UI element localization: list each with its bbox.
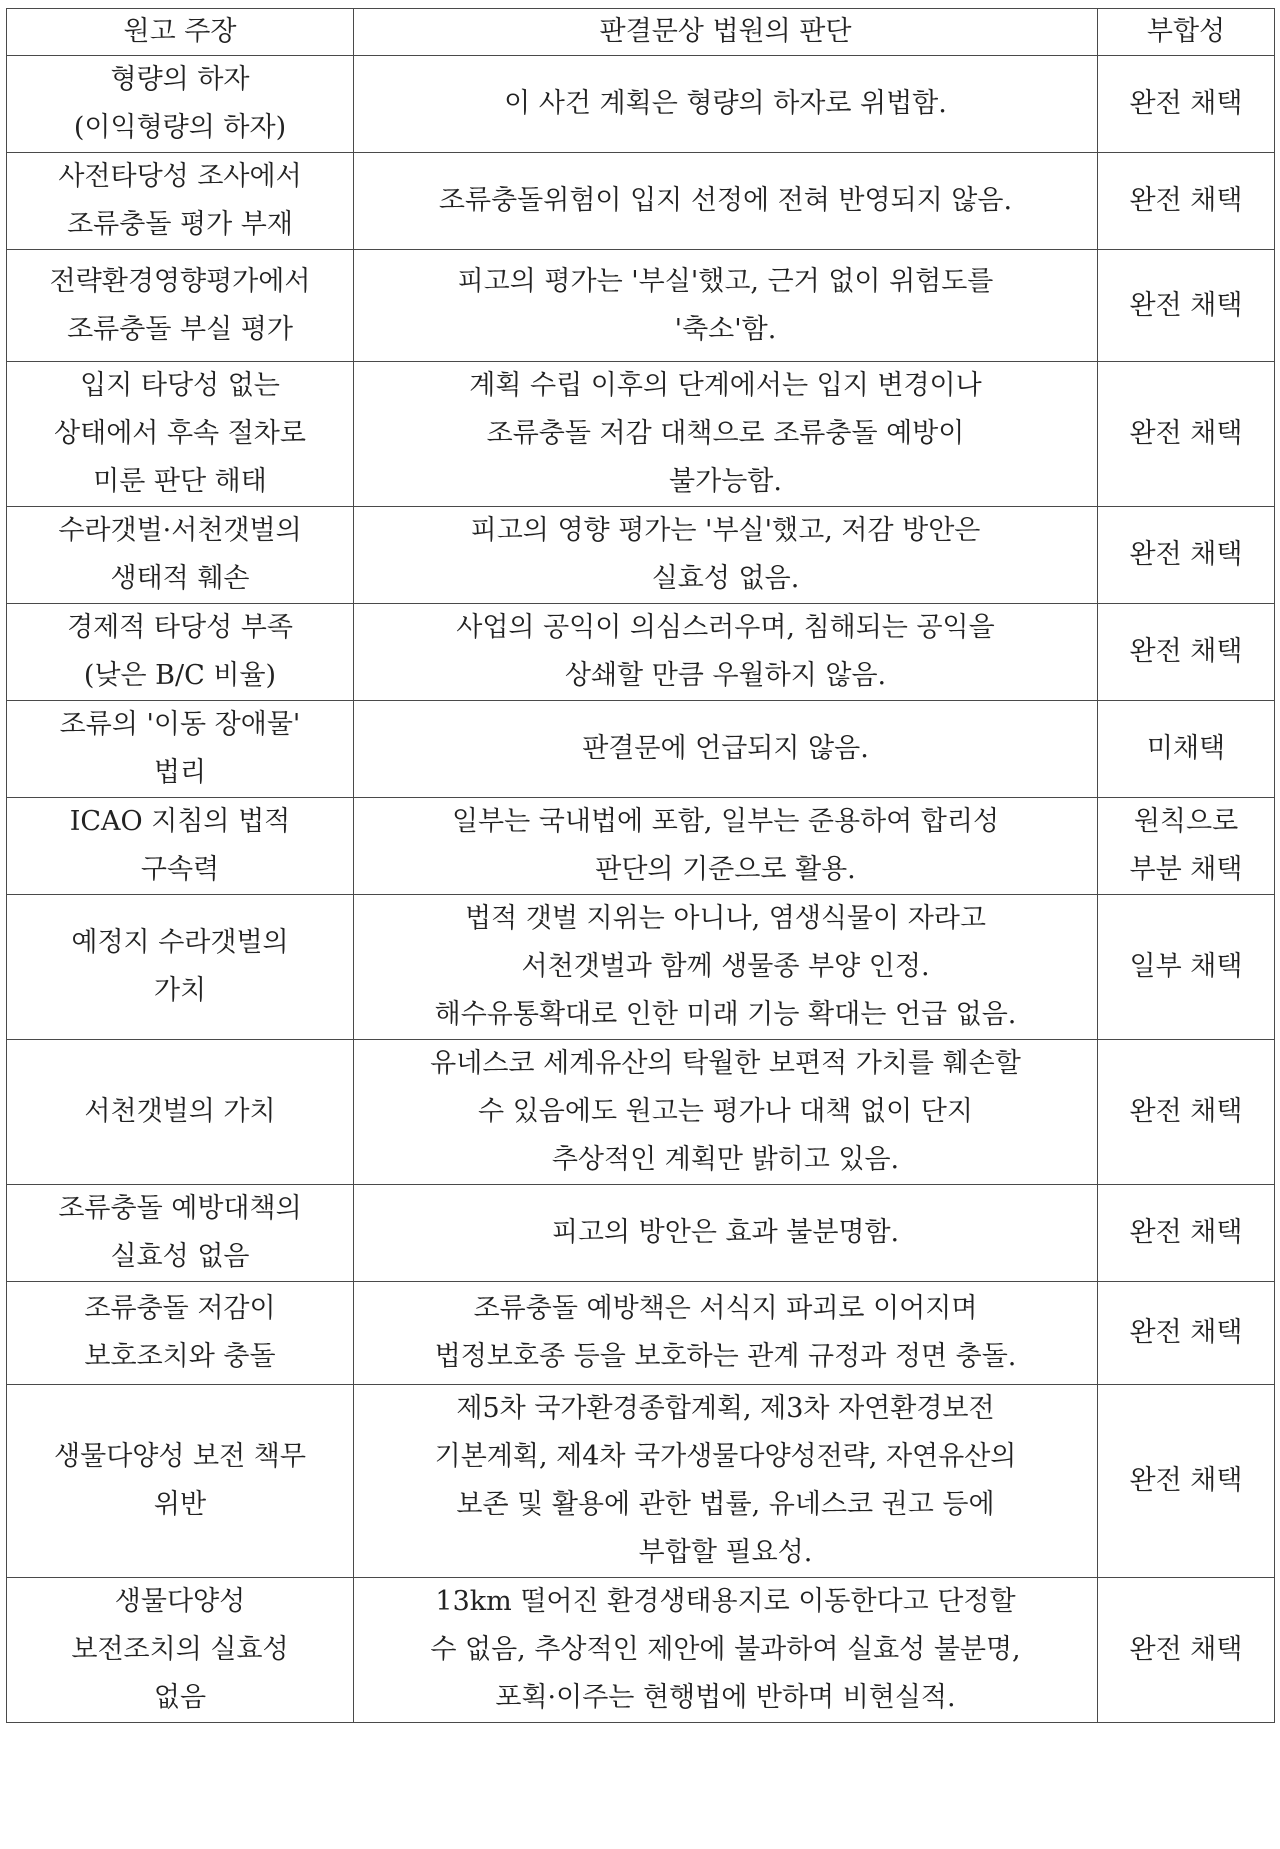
cell-fit: 완전 채택 bbox=[1098, 1282, 1275, 1385]
cell-claim: 조류충돌 저감이 보호조치와 충돌 bbox=[7, 1282, 354, 1385]
cell-claim: 생물다양성 보전 책무 위반 bbox=[7, 1385, 354, 1578]
cell-judgment: 제5차 국가환경종합계획, 제3차 자연환경보전 기본계획, 제4차 국가생물다양성전략, 자연유산의 보존 및 활용에 관한 법률, 유네스코 권고 등에 부합할 필요성. bbox=[354, 1385, 1098, 1578]
cell-claim: ICAO 지침의 법적 구속력 bbox=[7, 798, 354, 895]
cell-judgment: 조류충돌 예방책은 서식지 파괴로 이어지며 법정보호종 등을 보호하는 관계 규정과 정면 충돌. bbox=[354, 1282, 1098, 1385]
cell-claim: 전략환경영향평가에서 조류충돌 부실 평가 bbox=[7, 250, 354, 362]
document bbox=[6, 8, 1274, 1723]
cell-judgment: 유네스코 세계유산의 탁월한 보편적 가치를 훼손할 수 있음에도 원고는 평가나 대책 없이 단지 추상적인 계획만 밝히고 있음. bbox=[354, 1040, 1098, 1185]
header-row bbox=[7, 9, 1275, 56]
cell-judgment: 13km 떨어진 환경생태용지로 이동한다고 단정할 수 없음, 추상적인 제안에 불과하여 실효성 불분명, 포획·이주는 현행법에 반하며 비현실적. bbox=[354, 1578, 1098, 1723]
table-row bbox=[7, 1282, 1275, 1385]
cell-fit: 완전 채택 bbox=[1098, 153, 1275, 250]
header-judgment: 판결문상 법원의 판단 bbox=[354, 9, 1098, 56]
cell-judgment: 판결문에 언급되지 않음. bbox=[354, 701, 1098, 798]
cell-fit: 완전 채택 bbox=[1098, 604, 1275, 701]
cell-fit: 완전 채택 bbox=[1098, 56, 1275, 153]
table-row bbox=[7, 1385, 1275, 1578]
comparison-table bbox=[6, 8, 1275, 1723]
cell-claim: 수라갯벌·서천갯벌의 생태적 훼손 bbox=[7, 507, 354, 604]
table-row bbox=[7, 895, 1275, 1040]
cell-claim: 사전타당성 조사에서 조류충돌 평가 부재 bbox=[7, 153, 354, 250]
cell-claim: 경제적 타당성 부족 (낮은 B/C 비율) bbox=[7, 604, 354, 701]
cell-claim: 조류충돌 예방대책의 실효성 없음 bbox=[7, 1185, 354, 1282]
cell-fit: 일부 채택 bbox=[1098, 895, 1275, 1040]
cell-fit: 원칙으로 부분 채택 bbox=[1098, 798, 1275, 895]
table-row bbox=[7, 604, 1275, 701]
table-row bbox=[7, 701, 1275, 798]
header-fit: 부합성 bbox=[1098, 9, 1275, 56]
cell-fit: 미채택 bbox=[1098, 701, 1275, 798]
cell-judgment: 이 사건 계획은 형량의 하자로 위법함. bbox=[354, 56, 1098, 153]
cell-judgment: 피고의 영향 평가는 '부실'했고, 저감 방안은 실효성 없음. bbox=[354, 507, 1098, 604]
cell-claim: 서천갯벌의 가치 bbox=[7, 1040, 354, 1185]
table-row bbox=[7, 362, 1275, 507]
cell-judgment: 일부는 국내법에 포함, 일부는 준용하여 합리성 판단의 기준으로 활용. bbox=[354, 798, 1098, 895]
cell-judgment: 계획 수립 이후의 단계에서는 입지 변경이나 조류충돌 저감 대책으로 조류충돌 예방이 불가능함. bbox=[354, 362, 1098, 507]
cell-claim: 생물다양성 보전조치의 실효성 없음 bbox=[7, 1578, 354, 1723]
header-claim: 원고 주장 bbox=[7, 9, 354, 56]
table-row bbox=[7, 250, 1275, 362]
cell-judgment: 법적 갯벌 지위는 아니나, 염생식물이 자라고 서천갯벌과 함께 생물종 부양 인정. 해수유통확대로 인한 미래 기능 확대는 언급 없음. bbox=[354, 895, 1098, 1040]
cell-fit: 완전 채택 bbox=[1098, 362, 1275, 507]
cell-judgment: 피고의 방안은 효과 불분명함. bbox=[354, 1185, 1098, 1282]
table-row bbox=[7, 1040, 1275, 1185]
cell-fit: 완전 채택 bbox=[1098, 1185, 1275, 1282]
cell-claim: 입지 타당성 없는 상태에서 후속 절차로 미룬 판단 해태 bbox=[7, 362, 354, 507]
cell-claim: 예정지 수라갯벌의 가치 bbox=[7, 895, 354, 1040]
cell-judgment: 사업의 공익이 의심스러우며, 침해되는 공익을 상쇄할 만큼 우월하지 않음. bbox=[354, 604, 1098, 701]
cell-fit: 완전 채택 bbox=[1098, 507, 1275, 604]
cell-judgment: 피고의 평가는 '부실'했고, 근거 없이 위험도를 '축소'함. bbox=[354, 250, 1098, 362]
table-row bbox=[7, 1578, 1275, 1723]
table-row bbox=[7, 56, 1275, 153]
cell-fit: 완전 채택 bbox=[1098, 1385, 1275, 1578]
cell-fit: 완전 채택 bbox=[1098, 250, 1275, 362]
table-row bbox=[7, 153, 1275, 250]
cell-fit: 완전 채택 bbox=[1098, 1040, 1275, 1185]
cell-claim: 조류의 '이동 장애물' 법리 bbox=[7, 701, 354, 798]
table-row bbox=[7, 798, 1275, 895]
table-row bbox=[7, 507, 1275, 604]
cell-fit: 완전 채택 bbox=[1098, 1578, 1275, 1723]
cell-claim: 형량의 하자 (이익형량의 하자) bbox=[7, 56, 354, 153]
table-row bbox=[7, 1185, 1275, 1282]
cell-judgment: 조류충돌위험이 입지 선정에 전혀 반영되지 않음. bbox=[354, 153, 1098, 250]
